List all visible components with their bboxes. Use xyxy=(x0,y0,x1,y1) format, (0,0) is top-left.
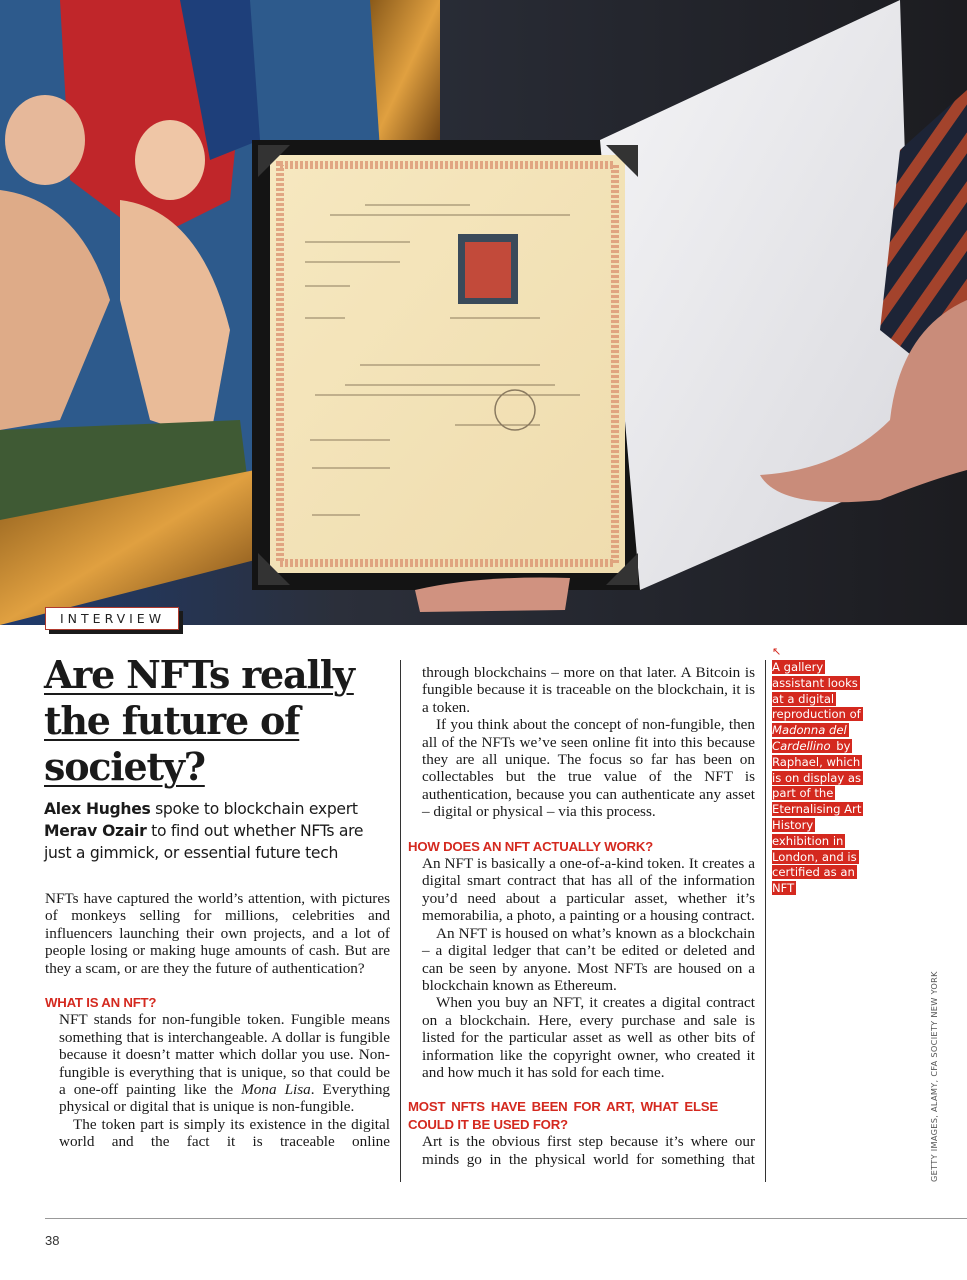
column-2 xyxy=(408,664,755,1168)
body-paragraph: If you think about the concept of non-fungible, then all of the NFTs we’ve seen online fit into this because they are all unique. The focus so far has been on collectables but the true value of the NFT is authentication, because you can authenticate any asset – digital or physical – via this process. xyxy=(422,716,755,821)
intro-paragraph: NFTs have captured the world’s attention, with pictures of monkeys selling for millions, celebrities and influencers launching their own projects, and a lot of people losing or making huge amounts of cash. But are they a scam, or are they the future of authentication? xyxy=(45,890,390,977)
hero-photo xyxy=(0,0,967,625)
standfirst xyxy=(44,798,394,864)
standfirst-text: to find out whether NFTs are just a gimmick, or essential future tech xyxy=(44,822,364,862)
body-paragraph: An NFT is housed on what’s known as a blockchain – a digital ledger that can’t be edited or deleted and can be seen by anyone. Most NFTs are housed on a blockchain known as Ethereum. xyxy=(422,924,755,994)
expert-name: Merav Ozair xyxy=(44,822,147,840)
section-heading: HOW DOES AN NFT ACTUALLY WORK? xyxy=(408,838,654,854)
column-1 xyxy=(45,890,390,1151)
column-divider xyxy=(765,660,766,1182)
caption-text: by Raphael, which is on display as part of the Eternalising Art History exhibition in London, and is certified as an NFT xyxy=(772,738,862,896)
standfirst-text: spoke to blockchain expert xyxy=(150,800,358,818)
author-name: Alex Hughes xyxy=(44,800,151,818)
headline: Are NFTs really the future of society? xyxy=(44,652,354,789)
body-paragraph: An NFT is basically a one-of-a-kind token. It creates a digital smart contract that has all of the information you’d need about a particular asset, whether it’s memorabilia, a photo, a painting or a housing contract. xyxy=(422,855,755,925)
arrow-up-left-icon: ↖ xyxy=(772,645,782,658)
body-paragraph: NFT stands for non-fungible token. Fungible means something that is interchangeable. A dollar is fungible because it doesn’t matter which dollar you use. Non-fungible is everything that is unique, so that could be a one-off painting like the Mona Lisa. Everything physical or digital that is unique is non-fungible. xyxy=(59,1011,391,1116)
caption-text: A gallery assistant looks at a digital reproduction of xyxy=(772,660,861,722)
photo-caption xyxy=(772,660,864,897)
body-paragraph: The token part is simply its existence in the digital world and the fact it is traceable online xyxy=(59,1115,390,1151)
column-divider xyxy=(400,660,401,1182)
section-tag: INTERVIEW xyxy=(45,607,179,630)
footer-rule xyxy=(45,1218,967,1219)
body-paragraph: Art is the obvious first step because it’s where our minds go in the physical world for something that xyxy=(422,1133,755,1168)
page-number: 38 xyxy=(45,1233,60,1248)
body-paragraph: When you buy an NFT, it creates a digital contract on a blockchain. Here, every purchase and sale is listed for the particular asset as well as other bits of information like the copyright owner, who created it and how much it has sold for each time. xyxy=(422,994,755,1081)
section-heading: MOST NFTS HAVE BEEN FOR ART, WHAT ELSE COULD IT BE USED FOR? xyxy=(408,1099,718,1132)
caption-artwork-title: Madonna del Cardellino xyxy=(772,723,847,753)
italic-title: Mona Lisa xyxy=(241,1081,311,1099)
certificate-photo-illustration xyxy=(0,0,967,625)
body-paragraph: through blockchains – more on that later. A Bitcoin is fungible because it is traceable on the blockchain, it is a token. xyxy=(422,664,755,716)
photo-credit: GETTY IMAGES, ALAMY, CFA SOCIETY NEW YORK xyxy=(929,971,939,1182)
section-heading: WHAT IS AN NFT? xyxy=(45,995,157,1011)
